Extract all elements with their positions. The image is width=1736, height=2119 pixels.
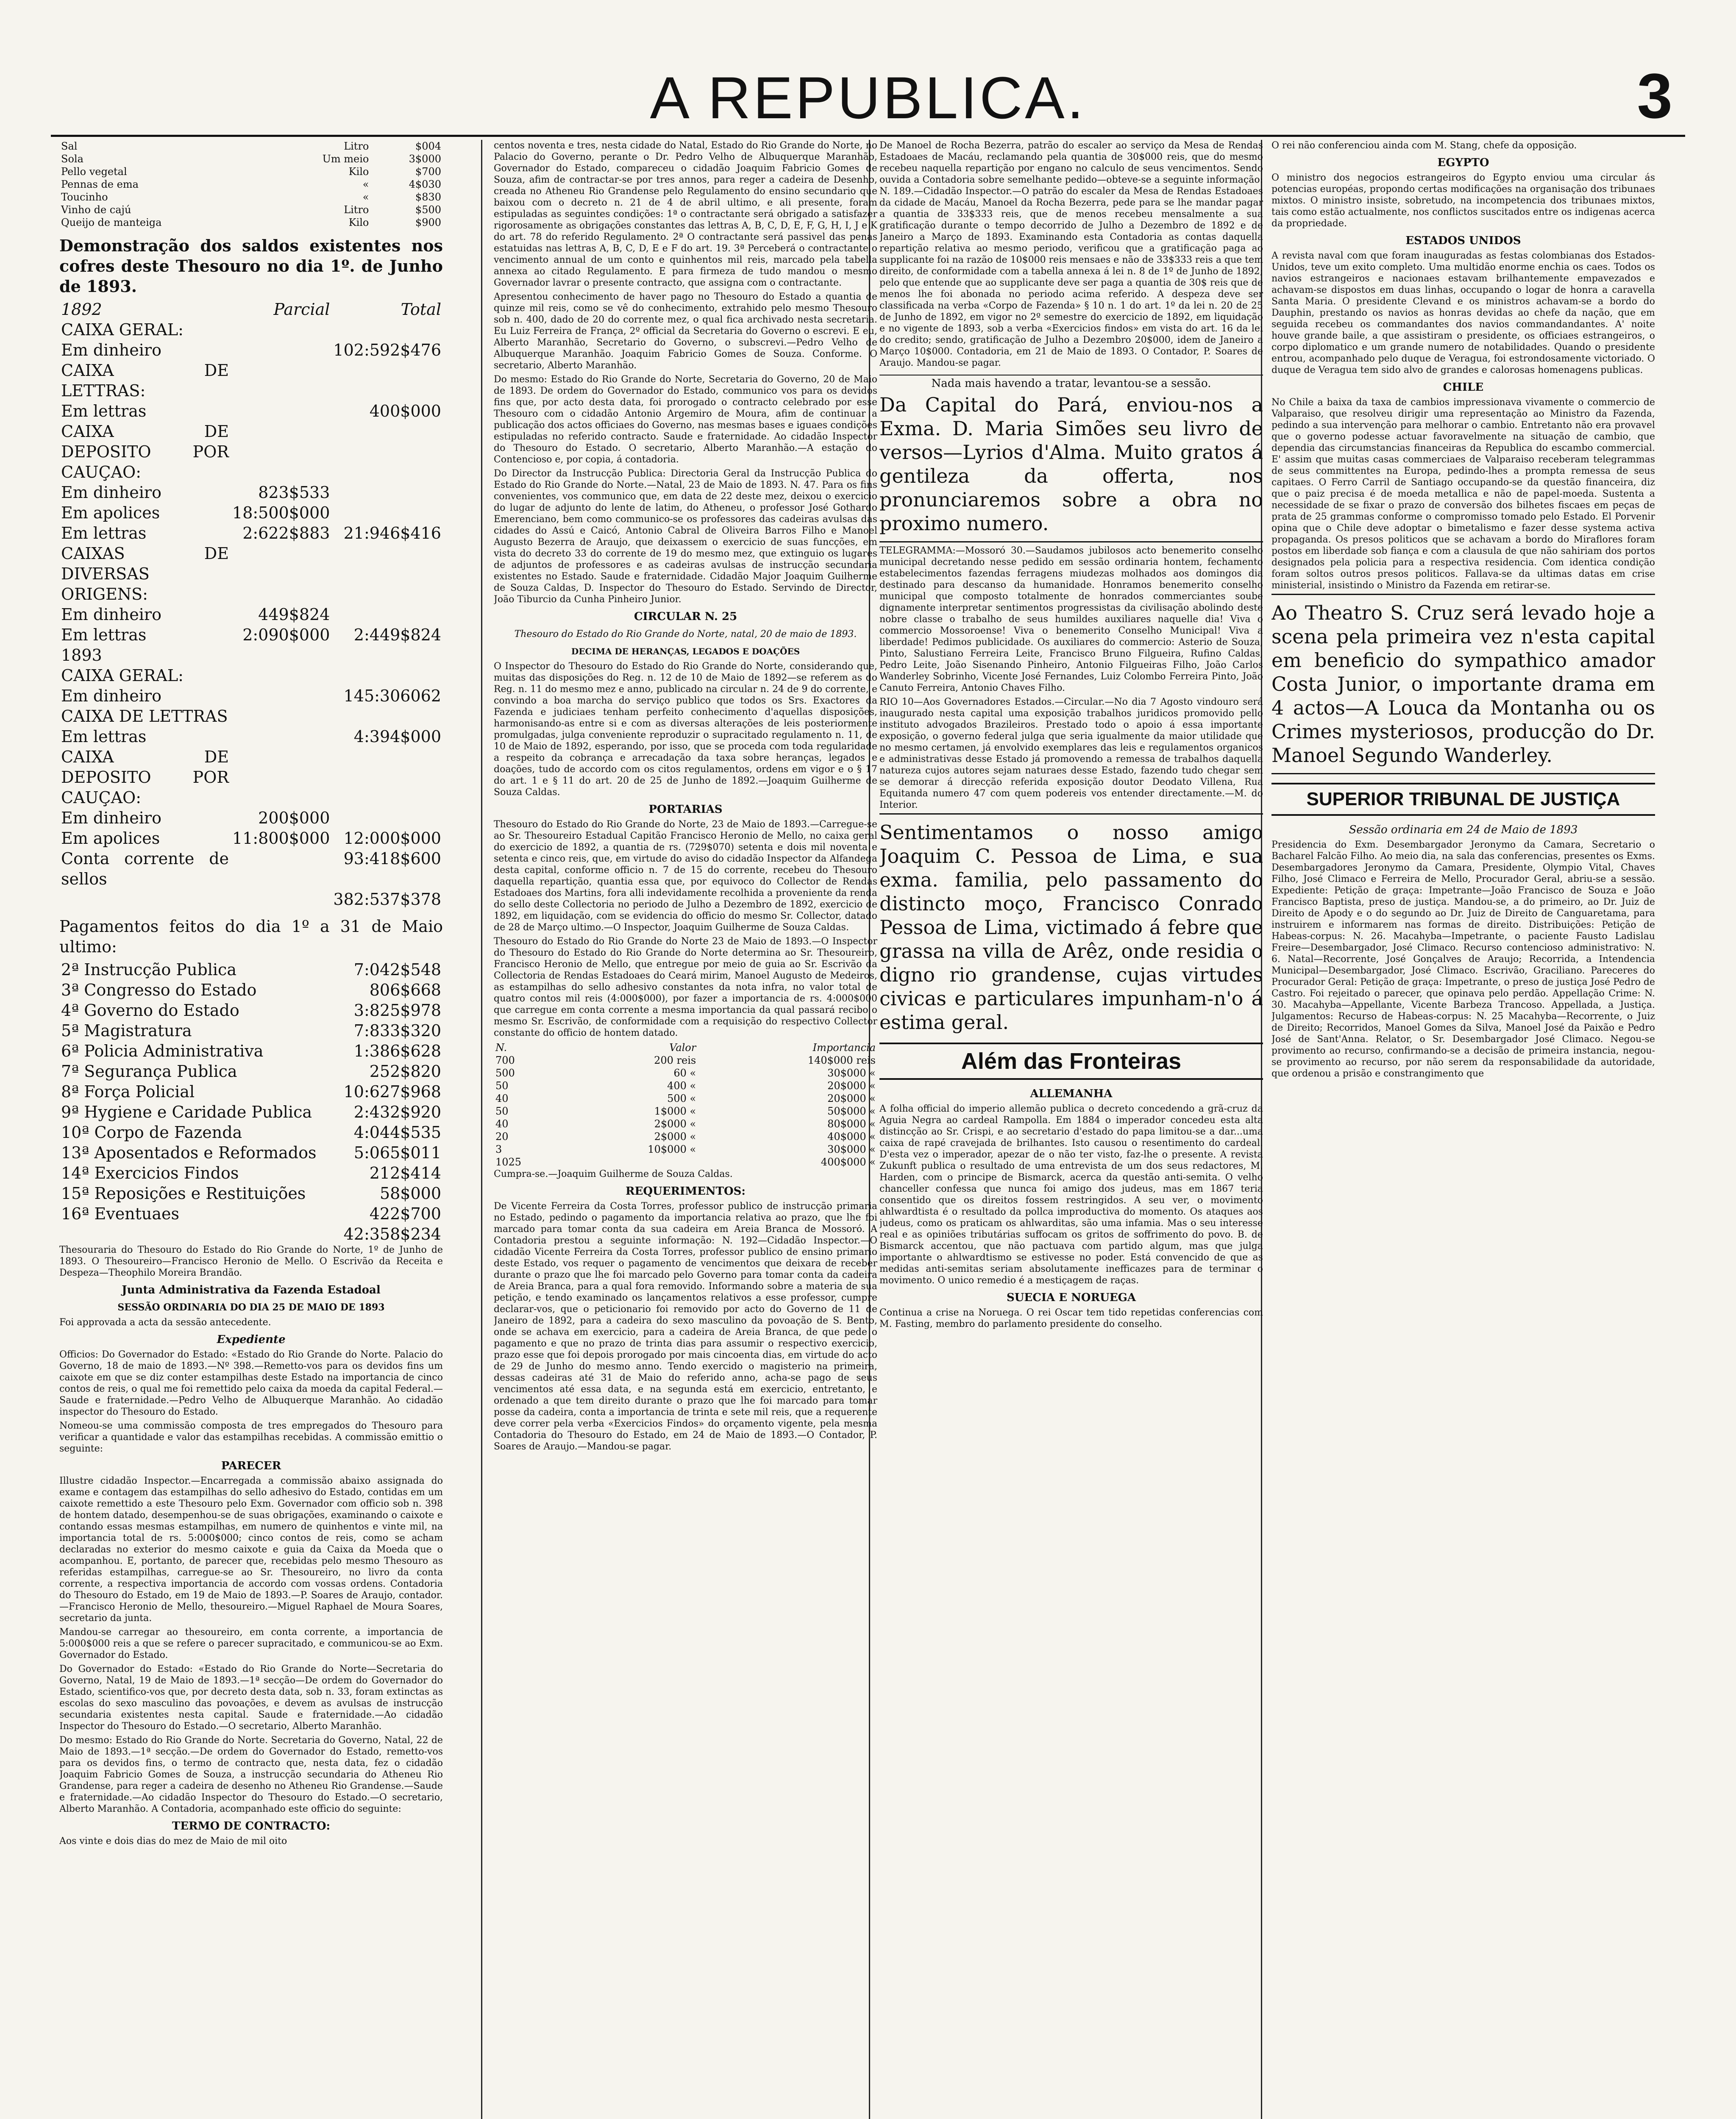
table-cell: 58$000	[379, 1184, 441, 1203]
table-cell: Queijo de manteiga	[61, 217, 162, 228]
table-cell	[231, 889, 331, 909]
table-cell: 400$000 «	[821, 1156, 876, 1168]
suecia-text: Continua a crise na Noruega. O rei Oscar tem tido repetidas conferencias com M. Fasting, membro do parlamento presidente do conselho.	[879, 1307, 1263, 1329]
table-cell: 500 «	[667, 1093, 696, 1104]
ledger-row	[59, 421, 443, 482]
table-cell: 4:394$000	[353, 727, 441, 746]
table-cell: CAIXA GERAL:	[61, 320, 184, 339]
table-header-cell: Total	[401, 300, 441, 319]
table-cell: 6ª Policia Administrativa	[61, 1042, 264, 1060]
table-cell: 7:833$320	[353, 1021, 441, 1040]
portaria-1: Thesouro do Estado do Rio Grande do Norte, 23 de Maio de 1893.—Carregue-se ao Sr. Thesoureiro Estadual Capitão Francisco Heronio de Mello, no caixa geral do exercicio de 1892, a quantia de rs. (729$070) setenta e dois mil noventa e setenta e cinco reis, que, em virtude do aviso do cidadão Inspector da Alfandega desta capital, conforme officio n. 7 de 15 do corrente, recebeu do Thesouro daquella repartição, quantia essa que, por equivoco do Collector de Rendas Estadoaes dos Martins, fora alli indevidamente recolhida a proveniente da renda do sello deste Collectoria no periodo de Julho a Dezembro de 1892, exercicio de 1892, em liquidação, com se evidencia do officio do mesmo Sr. Collector, datado de 28 de Março ultimo.—O Inspector, Joaquim Guilherme de Souza Caldas.	[494, 819, 877, 933]
payment-row	[59, 1102, 443, 1122]
ledger-row	[59, 320, 443, 340]
table-cell: 11:800$000	[232, 829, 330, 848]
table-header-cell: N.	[495, 1042, 507, 1054]
contract-cont: Apresentou conhecimento de haver pago no Thesouro do Estado a quantia de quinze mil reis, como se vê do conhecimento, extrahido pelo mesmo Thesouro sob n. 400, dado de 20 do corrente mez, o qual fica archivado nesta secretaria. Eu Luiz Ferreira de França, 2º official da Secretaria do Governo o escrevi. E eu, Alberto Maranhão, Secretario do Governo, o subscrevi.—Pedro Velho de Albuquerque Maranhão. Joaquim Fabricio Gomes de Souza. Conforme. O secretario, Alberto Maranhão.	[494, 292, 877, 371]
balance-heading: Demonstração dos saldos existentes nos cofres deste Thesouro no dia 1º. de Junho de 1893.	[59, 236, 443, 296]
table-cell: 500	[495, 1067, 515, 1079]
table-header-cell: 1892	[61, 300, 102, 319]
payments-table	[59, 959, 443, 1244]
table-cell: Em lettras	[61, 402, 147, 420]
newspaper-title: A REPUBLICA.	[650, 64, 1086, 131]
eua-text: A revista naval com que foram inauguradas as festas colombianas dos Estados-Unidos, teve um exito completo. Uma multidão enorme enchia os caes. Todos os navios estrangeiros e nacionaes estavam brilhantemente empavezados e achavam-se dispostos em duas linhas, occupando o logar de honra a caravella Santa Maria. O presidente Clevand e os ministros achavam-se a bordo do Dauphin, prestando os navios as honras devidas ao chefe da nação, que em seguida recebeu os commandantes dos navios commandandantes. A' noite houve grande baile, a que assistiram o presidente, os officiaes estrangeiros, o corpo diplomatico e um grande numero de notabilidades. Quando o presidente entrou, acompanhado pelo duque de Veragua, foi estrondosamente victoriado. O duque de Veragua tem sido alvo de grandes e calorosas homenagens publicas.	[1271, 250, 1655, 375]
table-cell: Em lettras	[61, 727, 147, 746]
table-cell: 50$000 «	[827, 1105, 876, 1117]
table-cell	[231, 360, 331, 401]
table-cell: $700	[415, 166, 441, 178]
table-cell: 400$000	[369, 402, 441, 420]
table-cell	[231, 401, 331, 421]
payments-heading: Pagamentos feitos do dia 1º a 31 de Maio ultimo:	[59, 917, 443, 956]
table-cell: 2:090$000	[242, 626, 330, 644]
parecer-heading: PARECER	[221, 1460, 281, 1472]
director-text: Do Director da Instrucção Publica: Directoria Geral da Instrucção Publica do Estado do Rio Grande do Norte.—Natal, 23 de Maio de 1893. N. 47. Para os fins convenientes, vos communico que, em data de 22 deste mez, deixou o exercicio do lugar de adjunto do lente de latim, do Atheneu, o professor José Gothardo Emerenciano, bem como communico-se os professores das cadeiras avulsas das cidades do Assú e Caicó, Antonio Cabral de Oliveira Barros Filho e Manoel Augusto Bezerra de Araujo, que deixassem o exercicio de suas funcções, em vista do decreto 33 do corrente de 19 do mesmo mez, que extinguio os lugares de adjuntos de professores e as cadeiras avulsas de instrucção secundaria existentes no Estado. Saude e fraternidade. Cidadão Major Joaquim Guilherme de Souza Caldas, D. Inspector do Thesouro do Estado. Servindo de Director, João Tiburcio da Cunha Pinheiro Junior.	[494, 468, 877, 605]
table-cell: CAIXA DE DEPOSITO POR CAUÇAO:	[61, 748, 229, 807]
table-cell	[331, 360, 443, 401]
stamp-row	[494, 1130, 877, 1143]
table-cell	[231, 340, 331, 360]
table-cell: 20	[495, 1131, 509, 1143]
payment-row	[59, 1183, 443, 1204]
table-cell	[331, 543, 443, 604]
table-cell: Litro	[344, 140, 369, 152]
table-cell: Kilo	[348, 166, 369, 178]
table-cell	[231, 848, 331, 889]
ledger-row	[59, 482, 443, 503]
portaria-2: Thesouro do Estado do Rio Grande do Norte 23 de Maio de 1893.—O Inspector do Thesouro do Estado do Rio Grande do Norte determina ao Sr. Thesoureiro, Francisco Heronio de Mello, que entregue por meio de guia ao Sr. Escrivão da Collectoria de Rendas Estadoaes do Ceará mirim, Manoel Augusto de Medeiros, as estampilhas do sello adhesivo constantes da nota infra, no valor total de quatro contos mil reis (4:000$000), por fazer a importancia de rs. 4:000$000 que carregue em conta corrente a mesma importancia da qual passará recibo o mesmo Sr. Escrivão, de conformidade com a requisição do respectivo Collector constante do officio de hontem datado.	[494, 936, 877, 1038]
ledger-row	[59, 726, 443, 747]
portarias-heading: PORTARIAS	[648, 803, 723, 816]
table-cell	[59, 1224, 335, 1244]
termo-text: Aos vinte e dois dias do mez de Maio de mil oito	[59, 1836, 287, 1846]
price-row	[59, 203, 443, 216]
escaler-text: De Manoel de Rocha Bezerra, patrão do escaler ao serviço da Mesa de Rendas Estadoaes de Macáu, reclamando pela quantia de 30$000 reis, que do mesmo recebeu naquella repartição por engano no calculo de seus vencimentos. Sendo ouvida a Contadoria sobre semelhante pedido—obteve-se a seguinte informação: N. 189.—Cidadão Inspector.—O patrão do escaler da Mesa de Rendas Estadoaes da cidade de Macáu, Manoel da Rocha Bezerra, pede para se lhe mandar pagar a quantia de 33$333 reis, que de menos recebeu mensalmente a sua gratificação durante o tempo decorrido de Julho a Dezembro de 1892 e de Janeiro a Março de 1893. Examinando esta Contadoria as contas daquella repartição relativa ao mesmo periodo, verificou que a gratificação paga ao supplicante foi na razão de 10$000 reis mensaes e não de 33$333 reis a que tem direito, de conformidade com a tabella annexa á lei n. 8 de 1º de Junho de 1892; pelo que entende que ao supplicante deve ser paga a quantia de 30$ reis que de menos lhe foi abonada no periodo acima referido. A despeza deve ser classificada na verba «Corpo de Fazenda» § 10 n. 1 do art. 1º da lei n. 20 de 25 de Junho de 1892, em vigor no 2º semestre do exercicio de 1892, em liquidação e no vigente de 1893, sob a verba «Exercicios findos» em vista do art. 16 da lei do credito; sendo, gratificação de Julho a Dezembro 20$000, idem de Janeiro a Março 10$000. Contadoria, em 21 de Maio de 1893. O Contador, P. Soares de Araujo. Mandou-se pagar.	[879, 140, 1263, 368]
table-cell: Conta corrente de sellos	[61, 849, 229, 888]
table-cell: 40$000 «	[827, 1131, 876, 1143]
ledger-row	[59, 848, 443, 889]
column-4	[1271, 140, 1655, 2119]
theatro-notice: Ao Theatro S. Cruz será levado hoje a scena pela primeira vez n'esta capital em beneficio do sympathico amador Costa Junior, o importante drama em 4 actos—A Louca da Montanha ou os Crimes mysteriosos, producção do Dr. Manoel Segundo Wanderley.	[1271, 594, 1655, 774]
ledger-row	[59, 645, 443, 665]
chile-text: No Chile a baixa da taxa de cambios impressionava vivamente o commercio de Valparaiso, que resolveu dirigir uma representação ao Ministro da Fazenda, pedindo a sua intervenção para melhorar o cambio. Entretanto não era provavel que o governo podesse actuar favoravelmente na situação de cambio, que dependia das circumstancias financeiras da Republica do escambo commercial. E' assim que muitas casas commerciaes de Valparaiso receberam telegrammas de seus committentes na Europa, pedindo-lhes a prompta remessa de seus capitaes. O Ferro Carril de Santiago occupando-se da questão financeira, diz que o paiz precisa é de moeda metallica e não de papel-moeda. Sustenta a necessidade de se fixar o prazo de conversão dos bilhetes fiscaes em peças de prata de 25 grammas conforme o compromisso tomado pelo Estado. El Porvenir opina que o Chile deve adoptar o bimetalismo e fazer desse systema activa propaganda. Os presos politicos que se achavam a bordo do Miraflores foram postos em liberdade sob fiança e com a clausula de que não sahiriam dos portos designados pela policia para a respectiva residencia. Com identica condição foram soltos outros presos politicos. Fallava-se da ultimas datas em crise ministerial, insistindo o Ministro da Fazenda em retirar-se.	[1271, 397, 1655, 591]
table-cell: 21:946$416	[343, 524, 441, 542]
norway-text: O rei não conferenciou ainda com M. Stang, chefe da opposição.	[1271, 140, 1577, 151]
table-cell: «	[362, 178, 369, 190]
payment-row	[59, 1143, 443, 1163]
table-cell: 42:358$234	[343, 1225, 441, 1243]
table-cell: 3ª Congresso do Estado	[61, 981, 257, 999]
table-header-row	[494, 1041, 877, 1054]
table-cell: Um meio	[322, 153, 369, 165]
stamp-row	[494, 1054, 877, 1067]
table-cell	[231, 747, 331, 808]
table-cell: 10:627$968	[343, 1082, 441, 1101]
table-cell: 80$000 «	[827, 1118, 876, 1130]
table-cell	[231, 686, 331, 706]
payment-row	[59, 1000, 443, 1021]
table-cell: Em apolices	[61, 503, 160, 522]
payment-row	[59, 1163, 443, 1183]
masthead-rule	[51, 135, 1685, 137]
table-cell: 200 reis	[654, 1054, 696, 1066]
ledger-row	[59, 889, 443, 909]
allemanha-text: A folha official do imperio allemão publica o decreto concedendo a grã-cruz da Aguia Negra ao cardeal Rampolla. Em 1884 o imperador concedeu esta alta distincção ao Sr. Crispi, e ao secretario d'estado do papa limitou-se a dar...uma caixa de rapé cravejada de brilhantes. Isto causou o resentimento do cardeal. D'esta vez o imperador, apezar de o não ter visto, faz-lhe o presente. A revista Zukunft publica o resultado de uma entrevista de um dos seus redactores, M. Harden, com o principe de Bismarck, acerca da questão anti-semita. O velho chanceller confessa que nunca foi amigo dos judeus, mas em 1867 teria consentido que os direitos fossem restringidos. A seu ver, o movimento ahlwardtista é o resultado da pollca improductiva do momento. Os ataques aos judeus, como os praticam os ahlwarditas, são uma infamia. Mas o seu interesse real e as opiniões tributárias suffocam os gritos de soffrimento do povo. B. de Bismarck accentou, que não pactuava com partido algum, mas que julga importante o ahlwardtismo se estivesse no poder. Está convencido de que as medidas anti-semitas seriam absolutamente inefficazes para de terminar o movimento. O unico remedio é a mestiçagem de raças.	[879, 1104, 1263, 1286]
column-1	[59, 140, 443, 2119]
table-cell: Vinho de cajú	[61, 204, 131, 216]
junta-approved: Foi approvada a acta da sessão antecedente.	[59, 1317, 271, 1328]
table-cell: 40	[495, 1118, 509, 1130]
table-cell	[331, 747, 443, 808]
ledger-row	[59, 828, 443, 848]
price-row	[59, 165, 443, 178]
eua-heading: ESTADOS UNIDOS	[1405, 234, 1521, 247]
payment-row	[59, 1082, 443, 1102]
allemanha-heading: ALLEMANHA	[1030, 1087, 1113, 1100]
table-cell: 13ª Aposentados e Reformados	[61, 1143, 317, 1162]
requerimentos-heading: REQUERIMENTOS:	[625, 1185, 746, 1198]
stamp-row	[494, 1156, 877, 1168]
table-cell: Em apolices	[61, 829, 160, 848]
table-cell: 422$700	[369, 1204, 441, 1223]
ledger-row	[59, 625, 443, 645]
payment-row	[59, 1204, 443, 1224]
table-cell: $004	[415, 140, 441, 152]
payment-row	[59, 1122, 443, 1143]
table-cell: Em dinheiro	[61, 809, 161, 827]
table-cell: 4ª Governo do Estado	[61, 1001, 239, 1020]
table-cell: 30$000 «	[827, 1067, 876, 1079]
table-cell	[331, 706, 443, 726]
chile-heading: CHILE	[1443, 381, 1484, 394]
table-cell: 2:622$883	[242, 524, 330, 542]
table-header-cell: Importancia	[812, 1042, 876, 1054]
payment-row	[59, 1021, 443, 1041]
table-cell: 1$000 «	[654, 1105, 696, 1117]
table-cell: 50	[495, 1080, 509, 1092]
mandou-text: Mandou-se carregar ao thesoureiro, em conta corrente, a importancia de 5:000$000 reis a que se refere o parecer supracitado, e communicou-se ao Exm. Governador do Estado.	[59, 1627, 443, 1660]
table-cell: 3$000	[409, 153, 441, 165]
junta-heading: Junta Administrativa da Fazenda Estadoal	[122, 1284, 381, 1296]
table-cell: CAIXAS DE DIVERSAS ORIGENS:	[61, 544, 229, 603]
masthead	[0, 47, 1736, 144]
price-row	[59, 140, 443, 153]
table-cell: 449$824	[258, 605, 330, 624]
table-cell: 140$000 reis	[807, 1054, 876, 1066]
table-cell	[331, 604, 443, 625]
decima-heading: DECIMA DE HERANÇAS, LEGADOS E DOAÇÕES	[571, 646, 800, 656]
table-cell: 40	[495, 1093, 509, 1104]
table-cell: 2$000 «	[654, 1131, 696, 1143]
table-cell: CAIXA GERAL:	[61, 666, 184, 685]
ledger-row	[59, 503, 443, 523]
mesmo-text-2: Do mesmo: Estado do Rio Grande do Norte, Secretaria do Governo, 20 de Maio de 1893. De ordem do Governador do Estado, communico vos para os devidos fins que, por acto desta data, foi prorogado o contracto celebrado por esse Thesouro com o cidadão Antonio Argemiro de Moura, afim de continuar a publicação dos actos officiaes do Governo, nas mesmas bases e iguaes condições estipuladas no referido contracto. Saude e fraternidade. Ao cidadão Inspector do Thesouro do Estado. O secretario, Alberto Maranhão.—A estação do Contencioso e, por copia, á contadoria.	[494, 374, 877, 465]
table-cell: 15ª Reposições e Restituições	[61, 1184, 306, 1203]
ledger-row	[59, 686, 443, 706]
session-close: Nada mais havendo a tratar, levantou-se a sessão.	[879, 375, 1263, 389]
stamp-row	[494, 1143, 877, 1156]
table-cell	[59, 889, 231, 909]
table-header-row	[59, 299, 443, 320]
table-cell	[331, 645, 443, 665]
rio-circular: RIO 10—Aos Governadores Estados.—Circular.—No dia 7 Agosto vindouro será inaugurado nesta capital uma exposição trabalhos juridicos promovido pello instituto advogados Brazileiros. Prestado todo o apoio á essa importante exposição, o governo federal julga que seria igualmente da maior utilidade que no mesmo certamen, já envolvido exemplares das leis e regulamentos organicos e administrativas desse Estado já promovendo a remessa de trabalhos daquella natureza cujos autores sejam naturaes desse Estado, fazendo tudo chegar sem se demorar á direcção referida exposição doutor Deodato Villena, Rua Equitanda numero 47 com quem podereis vos entender directamente.—M. do Interior.	[879, 697, 1263, 810]
table-cell: CAIXA DE DEPOSITO POR CAUÇAO:	[61, 422, 229, 481]
table-cell: 3:825$978	[353, 1001, 441, 1020]
lyrios-notice: Da Capital do Pará, enviou-nos a Exma. D. Maria Simões seu livro de versos—Lyrios d'Alma. Muito gratos á gentileza da offerta, nos pronunciaremos sobre a obra no proximo numero.	[879, 393, 1263, 542]
table-cell: Em dinheiro	[61, 605, 161, 624]
table-header-cell: Valor	[669, 1042, 696, 1054]
table-cell: Litro	[344, 204, 369, 216]
table-cell: 5ª Magistratura	[61, 1021, 192, 1040]
stj-heading: SUPERIOR TRIBUNAL DE JUSTIÇA	[1271, 783, 1655, 816]
price-row	[59, 178, 443, 191]
table-cell: 10$000 «	[648, 1143, 696, 1155]
circular-subheading: Thesouro do Estado do Rio Grande do Norte, natal, 20 de maio de 1893.	[514, 629, 857, 640]
stamps-table	[494, 1041, 877, 1168]
table-cell: 30$000 «	[827, 1143, 876, 1155]
circular-heading: CIRCULAR N. 25	[634, 610, 737, 623]
table-cell: 10ª Corpo de Fazenda	[61, 1123, 242, 1142]
table-cell: Kilo	[348, 217, 369, 228]
table-cell: Em dinheiro	[61, 687, 161, 705]
table-cell: 20$000 «	[827, 1080, 876, 1092]
table-cell: Em dinheiro	[61, 483, 161, 502]
table-cell: 7:042$548	[353, 960, 441, 979]
egypto-text: O ministro dos negocios estrangeiros do Egypto enviou uma circular ás potencias européas, propondo certas modificações na organisação dos tribunaes mixtos. O ministro insiste, sobretudo, na incompetencia dos tribunaes mixtos, tais como estão actualmente, nos conflictos suscitados entre os indigenas acerca da propriedade.	[1271, 172, 1655, 229]
table-cell: 9ª Hygiene e Caridade Publica	[61, 1103, 312, 1121]
stamp-row	[494, 1092, 877, 1105]
table-cell	[331, 503, 443, 523]
ledger-row	[59, 360, 443, 401]
mesmo-text: Do mesmo: Estado do Rio Grande do Norte. Secretaria do Governo, Natal, 22 de Maio de 1893.—1ª secção.—De ordem do Governador do Estado, remetto-vos para os devidos fins, o termo de contracto que, nesta data, fez o cidadão Joaquim Fabricio Gomes de Souza, a instrucção secundaria do Atheneu Rio Grandense, para reger a cadeira de desenho no Atheneu Rio Grandense.—Saude e fraternidade.—Ao cidadão Inspector do Thesouro do Estado.—O secretario, Alberto Maranhão. A Contadoria, acompanhado este officio do seguinte:	[59, 1735, 443, 1814]
table-cell: Em lettras	[61, 524, 147, 542]
table-cell: 14ª Exercicios Findos	[61, 1164, 239, 1182]
table-cell: 200$000	[258, 809, 330, 827]
table-cell	[231, 421, 331, 482]
table-cell: 806$668	[369, 981, 441, 999]
stj-text: Presidencia do Exm. Desembargador Jeronymo da Camara, Secretario o Bacharel Falcão Filho. Ao meio dia, na sala das conferencias, presentes os Exms. Desembargadores Jeronymo da Camara, Presidente, Olympio Vital, Chaves Filho, José Climaco e Ferreira de Mello, Procurador Geral, abriu-se a sessão. Expediente: Petição de graça: Impetrante—João Francisco de Souza e João Francisco Baptista, preso de justiça. Mandou-se, a do primeiro, ao Dr. Juiz de Direito de Apody e o do segundo ao Dr. Juiz de Direito de Canguaretama, para instruirem e informarem nas formas de direito. Distribuições: Petição de Habeas-corpus: N. 26. Macahyba—Impetrante, o paciente Fausto Ladislau Freire—Desembargador, José Climaco. Recurso contencioso administrativo: N. 6. Natal—Recorrente, José Gonçalves de Araujo; Recorrida, a Intendencia Municipal—Desembargador, José Climaco. Escrivão, Graciliano. Pareceres do Procurador Geral: Petição de graça: Impetrante, o preso de justiça José Pedro de Castro. Foi rejeitado o parecer, que opinava pelo perdão. Appellação Crime: N. 30. Macahyba—Appellante, Vicente Barbeza Trancoso. Appellada, a Justiça. Julgamentos: Recurso de Habeas-corpus: N. 25 Macahyba—Recorrente, o Juiz de Direito; Recorridos, Manoel Gomes da Silva, Manoel José da Paixão e Pedro José de Sant'Anna. Relator, o Sr. Desembargador José Climaco. Negou-se provimento ao recurso, confirmando-se a decisão de primeira instancia, negou-se provimento ao recurso, por não serem da responsabilidade da autoridade, que ordenou a prisão e constrangimento que	[1271, 840, 1655, 1079]
table-cell: 7ª Segurança Publica	[61, 1062, 237, 1081]
table-cell	[331, 665, 443, 686]
officios-text: Officios: Do Governador do Estado: «Estado do Rio Grande do Norte. Palacio do Governo, 18 de maio de 1893.—Nº 398.—Remetto-vos para os devidos fins um caixote em que se diz conter estampilhas deste Estado na importancia de cinco contos de reis, o qual me foi remettido pelo caixa da moeda da capital Federal.—Saude e fraternidade.—Pedro Velho de Albuquerque Maranhão. Ao cidadão inspector do Thesouro do Estado.	[59, 1349, 443, 1417]
table-cell: 3	[495, 1143, 502, 1155]
table-cell: $900	[415, 217, 441, 228]
governor-text: Do Governador do Estado: «Estado do Rio Grande do Norte—Secretaria do Governo, Natal, 19 de Maio de 1893.—1ª secção—De ordem do Governador do Estado, scientifico-vos que, por decreto desta data, sob n. 33, foram extinctas as escolas do sexo masculino das povoações, e devem as avulsas de instrucção secundaria existentes nesta capital. Saude e fraternidade.—Ao cidadão Inspector do Thesouro do Estado.—O secretario, Alberto Maranhão.	[59, 1664, 443, 1732]
stamp-row	[494, 1118, 877, 1130]
circular-text: O Inspector do Thesouro do Estado do Rio Grande do Norte, considerando que, muitas das disposições do Reg. n. 12 de 10 de Maio de 1892—se referem as do Reg. n. 11 do mesmo mez e anno, publicado na circular n. 24 de 9 do corrente, e convindo a boa marcha do serviço publico que todos os Srs. Exactores da Fazenda e judiciaes tenham perfeito conhecimento d'aquellas disposições, harmonisando-as entre si e com as diversas alterações de leis posteriormente promulgadas, julga conveniente reproduzir o supracitado regulamento n. 11, de 10 de Maio de 1892, esperando, por isso, que se proceda com toda regularidade a respeito da cobrança e arrecadação da taxa sobre heranças, legados e doações, tudo de accordo com os citos regulamentos, ordens em vigor e o § 17 do art. 1 e § 11 do art. 20 de 25 de Junho de 1892.—Joaquim Guilherme de Souza Caldas.	[494, 661, 877, 798]
table-cell: $500	[415, 204, 441, 216]
table-cell: CAIXA DE LETTRAS	[61, 707, 228, 726]
ledger-row	[59, 523, 443, 543]
table-cell: Pennas de ema	[61, 178, 139, 190]
column-3	[879, 140, 1263, 2119]
table-cell: 1:386$628	[353, 1042, 441, 1060]
requerimento-text: De Vicente Ferreira da Costa Torres, professor publico de instrucção primaria no Estado, pedindo o pagamento da importancia relativa ao prazo, que lhe foi marcado para tomar conta da sua cadeira em Areia Branca de Mossoró. A Contadoria prestou a seguinte informação: N. 192—Cidadão Inspector.—O cidadão Vicente Ferreira da Costa Torres, professor publico de ensino primario deste Estado, vos requer o pagamento de vencimentos que deixara de receber durante o prazo que lhe foi marcado pelo Governo para tomar conta da cadeira de Areia Branca, para a qual fora removido. Informando sobre a materia de sua petição, e tendo examinado os lançamentos relativos a esse professor, cumpre declarar-vos, que o peticionario foi removido por acto do Governo de 11 de Janeiro de 1892, para a cadeira do sexo masculino da povoação de S. Bento, onde se achava em exercicio, para a cadeira de Areia Branca, de que pede o pagamento e que no prazo de trinta dias para assumir o respectivo exercicio, prazo esse que foi depois prorogado por mais cincoenta dias, em virtude do acto de 29 de Junho do mesmo anno. Tendo exercido o magisterio na primeira, dessas cadeiras até 31 de Maio do referido anno, acha-se pago de seus vencimentos até essa data, e na segunda está em exercicio, entretanto, e ordenado a que tem direito durante o prazo que lhe foi marcado para tomar posse da cadeira, conta a importancia de trinta e sete mil reis, que a requerente deve correr pela verba «Exercicios Findos» do orçamento vigente, pela mesma Contadoria do Thesouro do Estado, em 24 de Maio de 1893.—O Contador, P. Soares de Araujo.—Mandou-se pagar.	[494, 1201, 877, 1452]
table-cell: 823$533	[258, 483, 330, 502]
table-cell	[331, 320, 443, 340]
table-cell: 2:449$824	[353, 626, 441, 644]
payment-row	[59, 1061, 443, 1082]
junta-session: SESSÃO ORDINARIA DO DIA 25 DE MAIO DE 1893	[117, 1302, 385, 1313]
table-cell: 8ª Força Policial	[61, 1082, 195, 1101]
table-cell: 4$030	[409, 178, 441, 190]
stj-session: Sessão ordinaria em 24 de Maio de 1893	[1349, 823, 1578, 836]
table-cell	[331, 421, 443, 482]
table-cell: 102:592$476	[333, 341, 441, 359]
stamp-row	[494, 1067, 877, 1079]
table-header-cell: Parcial	[273, 300, 330, 319]
table-cell: Toucinho	[61, 191, 108, 203]
payment-row	[59, 980, 443, 1000]
table-cell: CAIXA DE LETTRAS:	[61, 361, 229, 400]
table-cell: 18:500$000	[232, 503, 330, 522]
column-2	[494, 140, 877, 2119]
termo-heading: TERMO DE CONTRACTO:	[172, 1820, 331, 1833]
table-cell: 2:432$920	[353, 1103, 441, 1121]
table-cell: 16ª Eventuaes	[61, 1204, 180, 1223]
table-cell	[231, 645, 331, 665]
treasury-signoff: Thesouraria do Thesouro do Estado do Rio Grande do Norte, 1º de Junho de 1893. O Thesoureiro—Francisco Heronio de Mello. O Escrivão da Receita e Despeza—Theophilo Moreira Brandão.	[59, 1245, 443, 1278]
telegramma-text: TELEGRAMMA:—Mossoró 30.—Saudamos jubilosos acto benemerito conselho municipal decretando nesse pedido em sessão ordinaria hontem, fechamento estabelecimentos fazendas ferragens miudezas molhados aos domingos dia destinado para descanso da humanidade. Honramos benemerito conselho municipal que composto totalmente de honrados commerciantes soube dignamente interpretar sentimentos progressistas da civilisação abolindo deste nobre classe o trabalho de seus humildes auxiliares naquelle dia! Viva o commercio Mossoroense! Viva o benemerito Conselho Municipal! Viva a liberdade! Pedimos publicidade. Os auxiliares do commercio: Asterio de Souza, Pinto, Salustiano Ferreira Leite, Francisco Bruno Filgueira, Rufino Caldas, Pedro Leite, João Sisenando Pinheiro, Antonio Filgueiras Filho, João Carlos Wanderley Sobrinho, Vicente José Fernandes, Luiz Colombo Ferreira Pinto, João Canuto Ferreira, Antonio Chaves Filho.	[879, 545, 1263, 693]
table-cell	[231, 320, 331, 340]
ledger-row	[59, 401, 443, 421]
table-cell	[331, 808, 443, 828]
table-cell: 382:537$378	[333, 890, 441, 909]
table-cell: Em dinheiro	[61, 341, 161, 359]
table-cell: 4:044$535	[353, 1123, 441, 1142]
column-divider	[481, 140, 482, 2119]
table-cell	[231, 543, 331, 604]
price-row	[59, 216, 443, 229]
table-cell: 1025	[495, 1156, 522, 1168]
table-cell: Sola	[61, 153, 83, 165]
price-row	[59, 153, 443, 165]
price-table	[59, 140, 443, 229]
table-cell: 20$000 «	[827, 1093, 876, 1104]
table-cell: 2$000 «	[654, 1118, 696, 1130]
table-cell: 145:306062	[343, 687, 441, 705]
page-number: 3	[1637, 60, 1672, 131]
table-cell: Sal	[61, 140, 78, 152]
expediente-heading: Expediente	[217, 1333, 286, 1346]
table-cell	[231, 726, 331, 747]
table-cell: Em lettras	[61, 626, 147, 644]
ledger-row	[59, 340, 443, 360]
stamp-row	[494, 1105, 877, 1118]
payment-row	[59, 1224, 443, 1244]
table-cell: 212$414	[369, 1164, 441, 1182]
table-cell: 50	[495, 1105, 509, 1117]
table-cell: 93:418$600	[343, 849, 441, 868]
commission-text: Nomeou-se uma commissão composta de tres empregados do Thesouro para verificar a quantidade e valor das estampilhas recebidas. A commissão emittio o seguinte:	[59, 1421, 443, 1454]
ledger-row	[59, 808, 443, 828]
cumpra-text: Cumpra-se.—Joaquim Guilherme de Souza Caldas.	[494, 1169, 733, 1179]
ledger-row	[59, 604, 443, 625]
table-cell: 60 «	[673, 1067, 696, 1079]
ledger-row	[59, 665, 443, 686]
table-cell: $830	[415, 191, 441, 203]
table-cell: 5:065$011	[353, 1143, 441, 1162]
table-cell	[568, 1156, 698, 1168]
table-cell: 12:000$000	[343, 829, 441, 848]
table-cell: 2ª Instrucção Publica	[61, 960, 236, 979]
payment-row	[59, 1041, 443, 1061]
table-cell: 1893	[61, 646, 102, 665]
table-cell: 252$820	[369, 1062, 441, 1081]
egypto-heading: EGYPTO	[1437, 156, 1489, 169]
payment-row	[59, 959, 443, 980]
table-cell	[331, 482, 443, 503]
table-cell: 400 «	[667, 1080, 696, 1092]
table-cell	[231, 665, 331, 686]
contract-text: centos noventa e tres, nesta cidade do Natal, Estado do Rio Grande do Norte, no Palacio do Governo, perante o Dr. Pedro Velho de Albuquerque Maranhão, Governador do Estado, compareceu o cidadão Joaquim Fabricio Gomes de Souza, afim de contractar-se por tres annos, para reger a cadeira de Desenho, creada no Atheneu Rio Grandense pelo Regulamento do ensino secundario que baixou com o decreto n. 21 de 4 de abril ultimo, e ali presente, foram estipuladas as seguintes condições: 1ª o contractante será obrigado a satisfazer rigorosamente as obrigações constantes das lettras A, B, C, D, E, F, G, H, I, J e K do art. 78 do referido Regulamento. 2ª O contractante será passivel das penas estatuidas nas lettras A, B, C, D, E e F do art. 19. 3ª Perceberá o contractante o vencimento annual de um conto e quinhentos mil reis, marcado pela tabella annexa ao citado Regulamento. E para firmeza de tudo mandou o mesmo Governador lavrar o presente contracto, que assigna com o contractante.	[494, 140, 877, 288]
table-cell: 700	[495, 1054, 515, 1066]
obituary-notice: Sentimentamos o nosso amigo Joaquim C. Pessoa de Lima, e sua exma. familia, pelo passamento do distincto moço, Francisco Conrado Pessoa de Lima, victimado á febre que grassa na villa de Arêz, onde residia o digno rio grandense, cujas virtudes civicas e particulares impunham-n'o á estima geral.	[879, 813, 1263, 1034]
table-cell: «	[362, 191, 369, 203]
table-cell	[231, 706, 331, 726]
stamp-row	[494, 1079, 877, 1092]
parecer-text: Illustre cidadão Inspector.—Encarregada a commissão abaixo assignada do exame e contagem das estampilhas do sello adhesivo do Estado, contidas em um caixote remettido a este Thesouro pelo Exm. Governador com officio sob n. 398 de hontem datado, desempenhou-se de suas obrigações, examinando o caixote e contando essas mesmas estampilhas, em numero de quinhentos e vinte mil, na importancia total de rs. 5:000$000; cinco contos de reis, como se acham declaradas no exterior do mesmo caixote e guia da Caixa da Moeda que o acompanhou. E, portanto, de parecer que, recebidas pelo mesmo Thesouro as referidas estampilhas, carregue-se ao Sr. Thesoureiro, no livro da conta corrente, a respectiva importancia de accordo com vossas ordens. Contadoria do Thesouro do Estado, em 19 de Maio de 1893.—P. Soares de Araujo, contador.—Francisco Heronio de Mello, thesoureiro.—Miguel Raphael de Moura Soares, secretario da junta.	[59, 1476, 443, 1624]
ledger-row	[59, 747, 443, 808]
alem-fronteiras-heading: Além das Fronteiras	[879, 1043, 1263, 1080]
ledger-row	[59, 543, 443, 604]
price-row	[59, 191, 443, 203]
balance-ledger	[59, 299, 443, 909]
ledger-row	[59, 706, 443, 726]
table-cell: Pello vegetal	[61, 166, 127, 178]
suecia-heading: SUECIA E NORUEGA	[1006, 1291, 1136, 1304]
